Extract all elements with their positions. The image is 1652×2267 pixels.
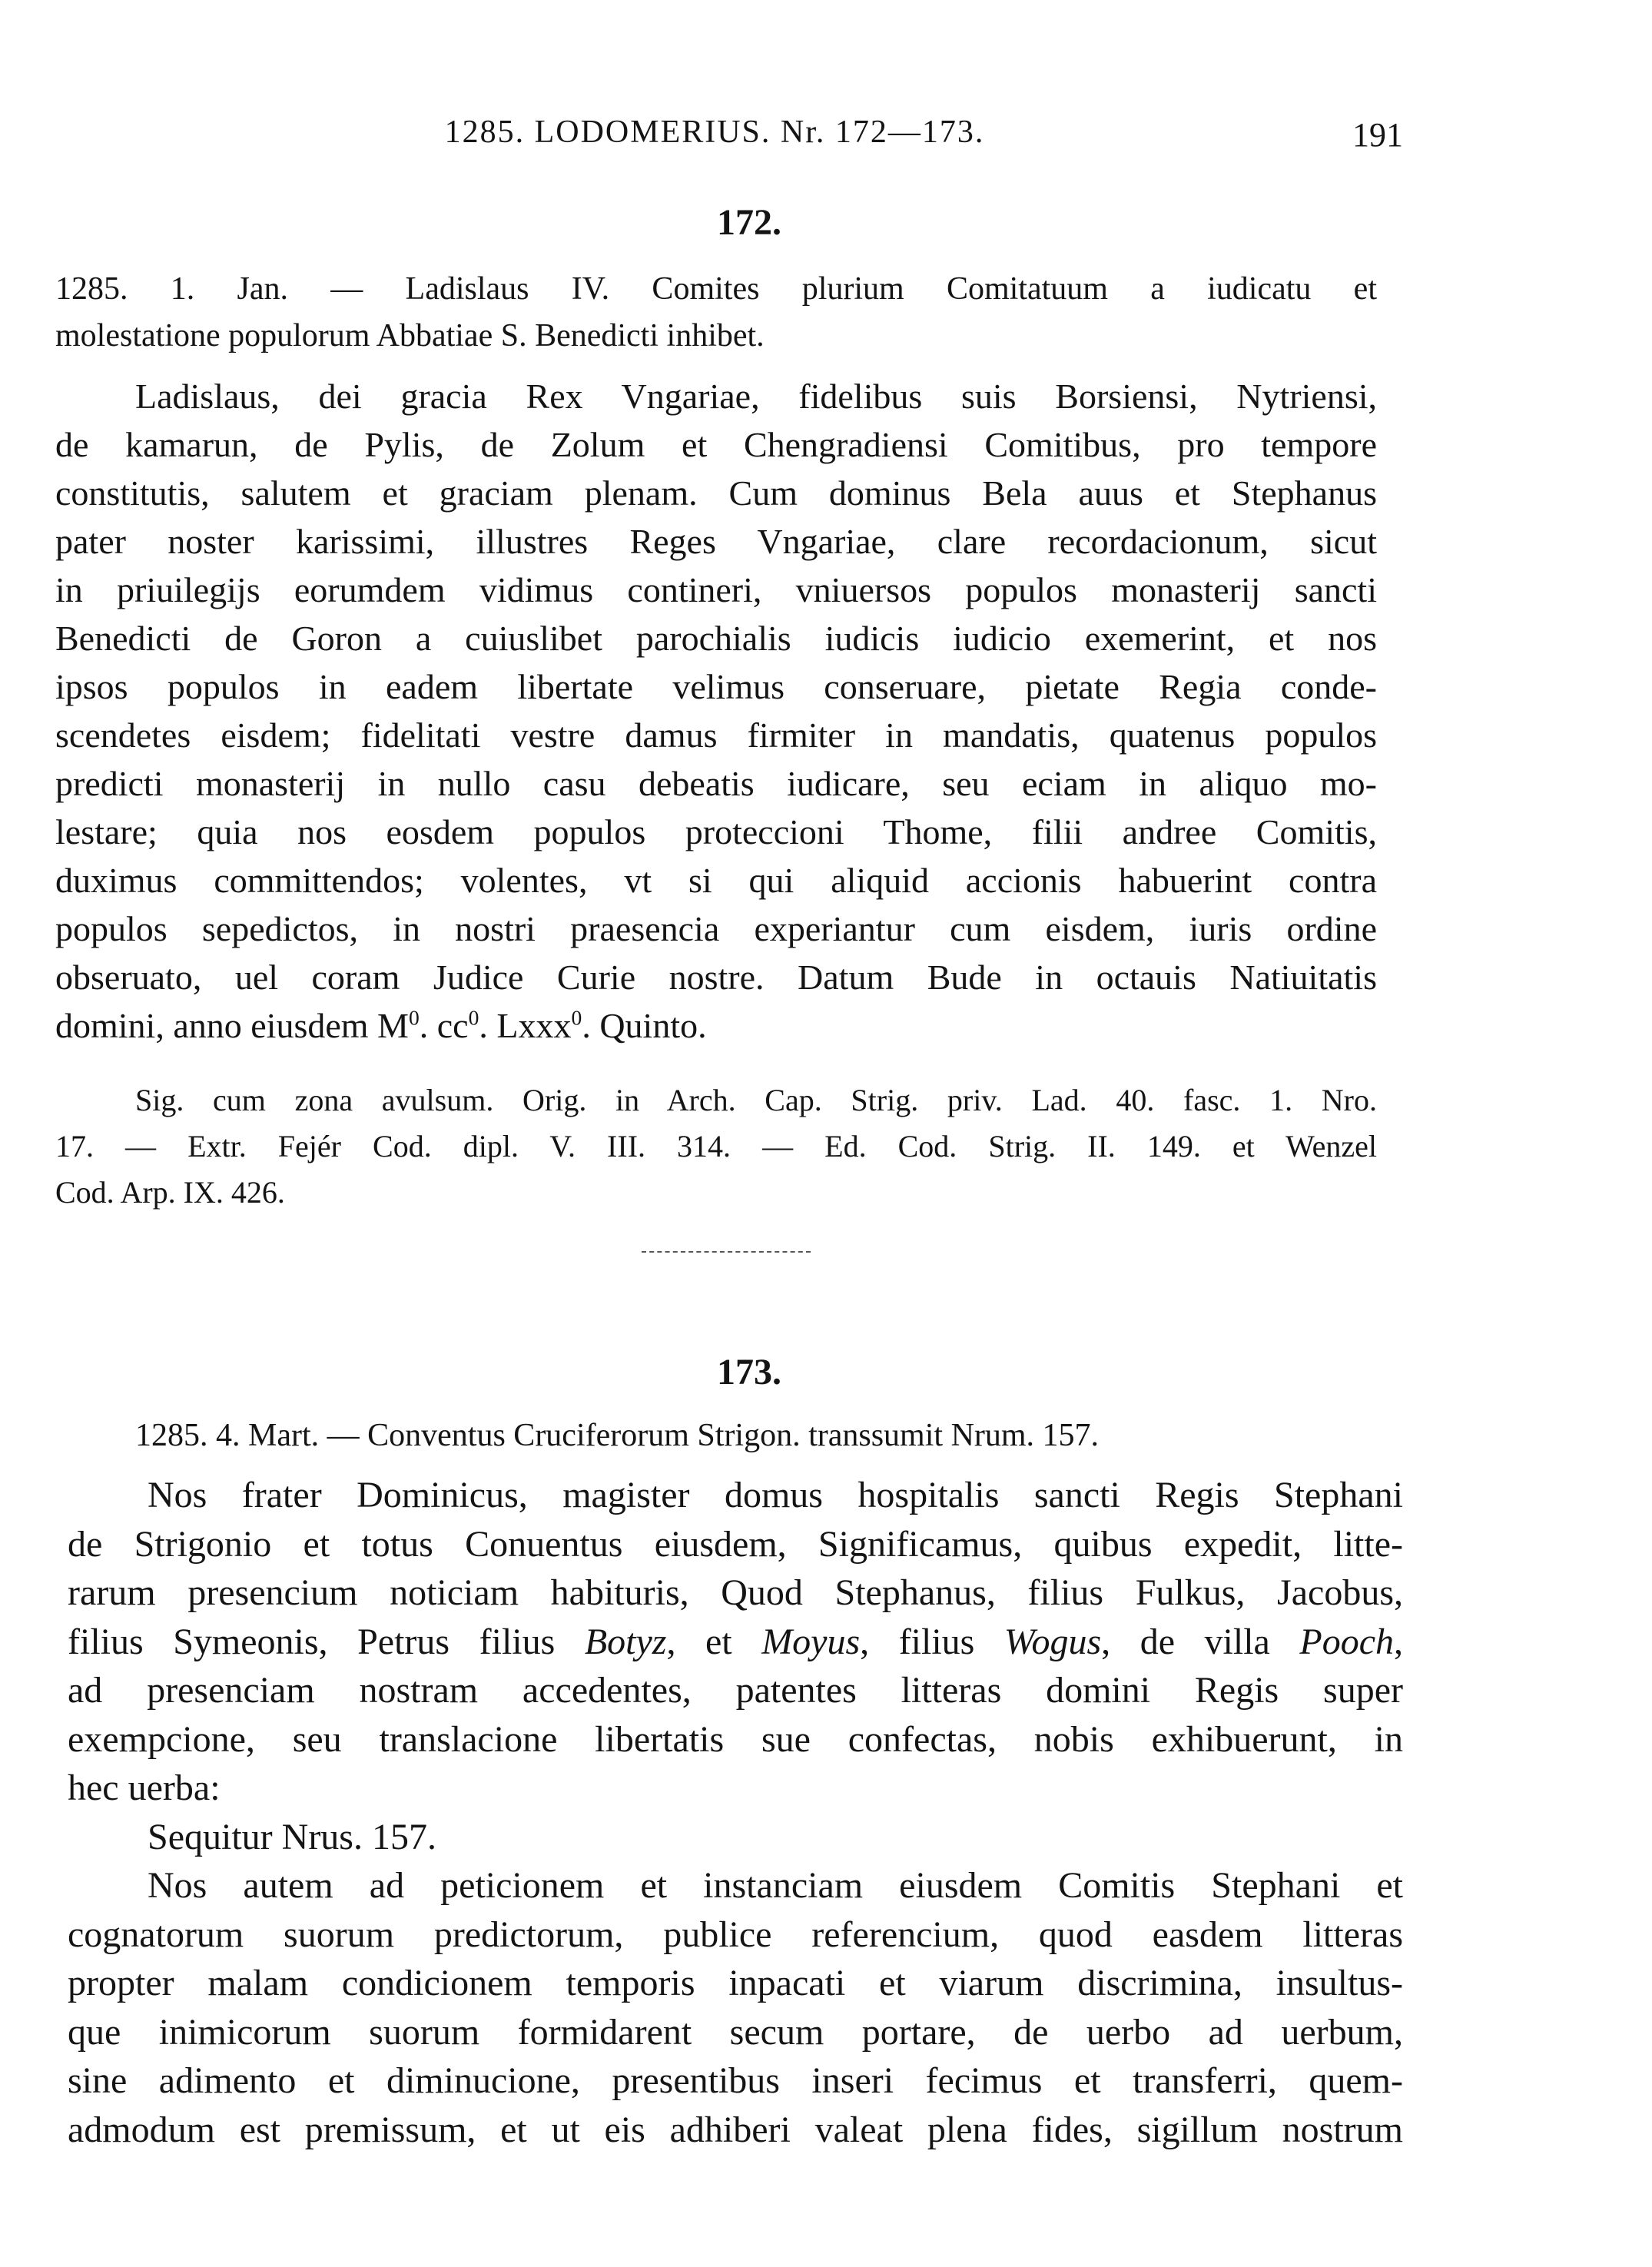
text-line: Nos frater Dominicus, magister domus hospitalis sancti Regis Stephani xyxy=(148,1475,1403,1515)
text-line: admodum est premissum, et ut eis adhiberi valeat plena fides, sigillum nostrum xyxy=(68,2109,1403,2150)
text-line: de Strigonio et totus Conuentus eiusdem, Significamus, quibus expedit, litte- xyxy=(68,1523,1403,1565)
text-line: in priuilegijs eorumdem vidimus contineri, vniuersos populos monasterij sancti xyxy=(55,570,1377,609)
text-line: duximus committendos; volentes, vt si qui aliquid accionis habuerint contra xyxy=(55,861,1377,900)
text-line: cognatorum suorum predictorum, publice referencium, quod easdem litteras xyxy=(68,1914,1403,1955)
text-line: predicti monasterij in nullo casu debeatis iudicare, seu eciam in aliquo mo- xyxy=(55,764,1377,803)
summary-line: 1285. 1. Jan. — Ladislaus IV. Comites plurium Comitatuum a iudicatu et xyxy=(55,271,1377,307)
note-line: Sig. cum zona avulsum. Orig. in Arch. Cap. Strig. priv. Lad. 40. fasc. 1. Nro. xyxy=(135,1083,1377,1117)
text-line: sine adimento et diminucione, presentibus inseri fecimus et transferri, quem- xyxy=(68,2060,1403,2101)
text-line: scendetes eisdem; fidelitati vestre damus firmiter in mandatis, quatenus populos xyxy=(55,715,1377,755)
personal-name: Wogus xyxy=(1003,1621,1102,1662)
section-divider xyxy=(642,1251,811,1253)
summary-line: molestatione populorum Abbatiae S. Benedicti inhibet. xyxy=(55,318,765,353)
summary-line: 1285. 4. Mart. — Conventus Cruciferorum Strigon. transsumit Nrum. 157. xyxy=(135,1418,1100,1453)
dating-text: . cc xyxy=(419,1006,469,1045)
charter-text-172 xyxy=(55,372,1377,1050)
text-segment: filius Symeonis, Petrus filius xyxy=(68,1621,585,1662)
document-number-172: 172. xyxy=(717,202,781,243)
text-line: propter malam condicionem temporis inpacati et viarum discrimina, insultus- xyxy=(68,1963,1403,2003)
running-head: 1285. LODOMERIUS. Nr. 172—173. xyxy=(444,115,985,150)
place-name: Pooch xyxy=(1299,1621,1395,1662)
dating-text: . Lxxx xyxy=(479,1006,572,1045)
text-segment: , de villa xyxy=(1101,1621,1300,1662)
superscript: 0 xyxy=(571,1005,582,1030)
personal-name: Botyz xyxy=(584,1621,667,1662)
text-segment: , xyxy=(1394,1621,1404,1662)
summary-172 xyxy=(55,266,1377,360)
document-number-173: 173. xyxy=(717,1352,781,1392)
page-number: 191 xyxy=(1352,116,1403,154)
text-line: de kamarun, de Pylis, de Zolum et Chengradiensi Comitibus, pro tempore xyxy=(55,425,1377,464)
dating-line xyxy=(55,1001,1377,1050)
text-line: ipsos populos in eadem libertate velimus conseruare, pietate Regia conde- xyxy=(55,667,1377,706)
text-line: lestare; quia nos eosdem populos proteccioni Thome, filii andree Comitis, xyxy=(55,812,1377,851)
charter-text-173 xyxy=(68,1471,1403,2154)
sequitur-line: Sequitur Nrus. 157. xyxy=(148,1816,436,1857)
summary-173 xyxy=(55,1412,1377,1459)
text-line: exempcione, seu translacione libertatis sue confectas, nobis exhibuerunt, in xyxy=(68,1718,1403,1760)
text-line: pater noster karissimi, illustres Reges Vngariae, clare recordacionum, sicut xyxy=(55,522,1377,561)
superscript: 0 xyxy=(408,1005,420,1030)
text-line: Benedicti de Goron a cuiuslibet parochialis iudicis iudicio exemerint, et nos xyxy=(55,619,1377,658)
personal-name: Moyus xyxy=(761,1621,861,1662)
text-line: hec uerba: xyxy=(68,1767,221,1808)
dating-text: . Quinto. xyxy=(582,1006,707,1045)
note-line: 17. — Extr. Fejér Cod. dipl. V. III. 314. — Ed. Cod. Strig. II. 149. et Wenzel xyxy=(55,1129,1377,1163)
text-line: Ladislaus, dei gracia Rex Vngariae, fidelibus suis Borsiensi, Nytriensi, xyxy=(135,377,1377,416)
text-line: constitutis, salutem et graciam plenam. Cum dominus Bela auus et Stephanus xyxy=(55,473,1377,513)
text-line: Nos autem ad peticionem et instanciam eiusdem Comitis Stephani et xyxy=(148,1865,1403,1906)
text-line xyxy=(68,1618,1403,1667)
note-line: Cod. Arp. IX. 426. xyxy=(55,1175,285,1210)
text-line: populos sepedictos, in nostri praesencia experiantur cum eisdem, iuris ordine xyxy=(55,909,1377,948)
text-line: ad presenciam nostram accedentes, patentes litteras domini Regis super xyxy=(68,1670,1403,1711)
text-line: que inimicorum suorum formidarent secum portare, de uerbo ad uerbum, xyxy=(68,2011,1403,2053)
text-segment: , filius xyxy=(860,1621,1004,1662)
superscript: 0 xyxy=(468,1005,479,1030)
dating-text: domini, anno eiusdem M xyxy=(55,1006,409,1045)
text-line: rarum presencium noticiam habituris, Quod Stephanus, filius Fulkus, Jacobus, xyxy=(68,1572,1403,1613)
text-line: obseruato, uel coram Judice Curie nostre. Datum Bude in octauis Natiuitatis xyxy=(55,958,1377,997)
source-note-172 xyxy=(55,1077,1377,1216)
text-segment: , et xyxy=(666,1621,762,1662)
